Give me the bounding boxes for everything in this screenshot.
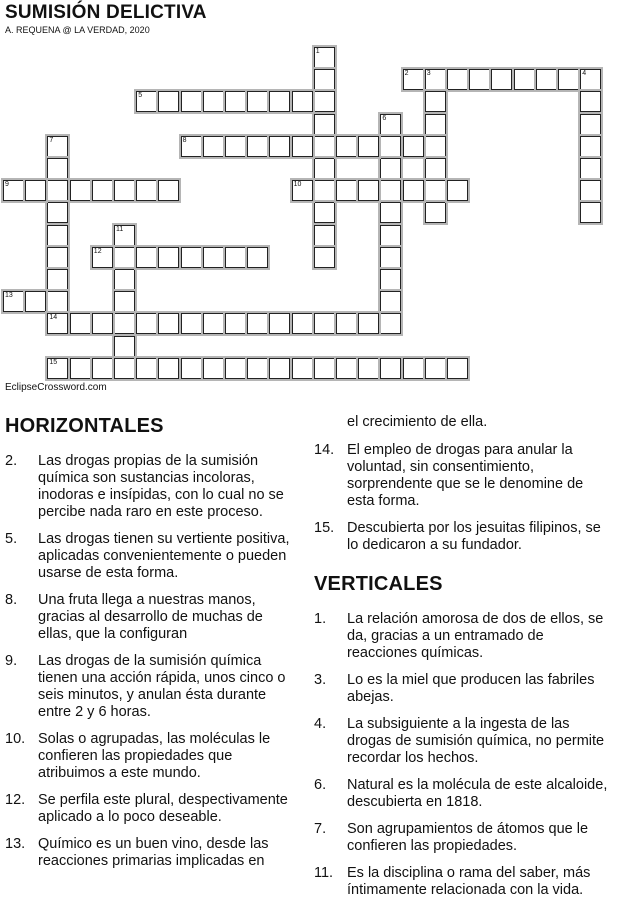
grid-cell[interactable] (158, 313, 179, 334)
across-clue-list (5, 453, 295, 870)
grid-cell[interactable] (25, 291, 46, 312)
clue-number: 5 (138, 92, 143, 100)
grid-cell[interactable] (314, 158, 335, 179)
clue-item-number: 14. (314, 442, 335, 458)
grid-cell[interactable] (358, 313, 379, 334)
grid-cell[interactable] (292, 180, 313, 201)
crossword-grid (0, 0, 624, 390)
grid-cell[interactable] (358, 136, 379, 157)
grid-cell[interactable] (136, 91, 157, 112)
grid-cell[interactable] (225, 358, 246, 379)
grid-cell[interactable] (25, 180, 46, 201)
grid-cell[interactable] (292, 136, 313, 157)
clue-item (314, 777, 614, 811)
grid-cell[interactable] (425, 202, 446, 223)
grid-cell[interactable] (380, 202, 401, 223)
grid-cell[interactable] (314, 114, 335, 135)
grid-cell[interactable] (580, 114, 601, 135)
grid-cell[interactable] (447, 69, 468, 90)
grid-cell[interactable] (225, 136, 246, 157)
grid-cell[interactable] (580, 136, 601, 157)
clue-number: 4 (582, 70, 587, 78)
grid-cell[interactable] (247, 358, 268, 379)
clue-number: 11 (116, 225, 124, 233)
grid-cell[interactable] (269, 91, 290, 112)
grid-cell[interactable] (114, 336, 135, 357)
grid-cell[interactable] (47, 269, 68, 290)
grid-cell[interactable] (380, 225, 401, 246)
grid-cell[interactable] (70, 358, 91, 379)
grid-cell[interactable] (158, 247, 179, 268)
grid-cell[interactable] (114, 291, 135, 312)
clue-number: 2 (404, 70, 409, 78)
grid-cell[interactable] (425, 358, 446, 379)
grid-cell[interactable] (292, 313, 313, 334)
grid-cell[interactable] (403, 136, 424, 157)
grid-cell[interactable] (514, 69, 535, 90)
grid-cell[interactable] (114, 180, 135, 201)
site-credit: EclipseCrossword.com (5, 382, 107, 393)
clue-item-number: 10. (5, 731, 26, 747)
page-title: SUMISIÓN DELICTIVA (5, 2, 207, 23)
grid-cell[interactable] (47, 313, 68, 334)
clue-number: 7 (49, 136, 54, 144)
clue-item-text: Las drogas de la sumisión química tienen una acción rápida, unos cinco o seis minutos, y anulan ésta durante entre 2 y 6 horas. (38, 653, 286, 720)
clue-item-number: 13. (5, 836, 26, 852)
clue-item-number: 7. (314, 821, 327, 837)
grid-cell[interactable] (580, 158, 601, 179)
grid-cell[interactable] (380, 114, 401, 135)
grid-cell[interactable] (380, 247, 401, 268)
clue-number: 10 (293, 181, 302, 189)
clue-number: 15 (49, 358, 58, 366)
clue-item-text: Natural es la molécula de este alcaloide, descubierta en 1818. (347, 777, 608, 810)
grid-cell[interactable] (491, 69, 512, 90)
clue-item (314, 520, 614, 554)
clue-item (314, 865, 614, 899)
grid-cell[interactable] (314, 358, 335, 379)
clue-item-number: 8. (5, 592, 18, 608)
grid-cell[interactable] (225, 313, 246, 334)
grid-cell[interactable] (92, 358, 113, 379)
clue-item (5, 653, 295, 721)
grid-cell[interactable] (469, 69, 490, 90)
grid-cell[interactable] (580, 202, 601, 223)
clues-left-column (5, 412, 295, 880)
grid-cell[interactable] (181, 136, 202, 157)
grid-cell[interactable] (292, 358, 313, 379)
grid-cell[interactable] (136, 180, 157, 201)
grid-cell[interactable] (380, 136, 401, 157)
grid-cell[interactable] (269, 358, 290, 379)
grid-cell[interactable] (403, 180, 424, 201)
grid-cell[interactable] (247, 136, 268, 157)
grid-cell[interactable] (181, 313, 202, 334)
grid-cell[interactable] (247, 91, 268, 112)
clue-item-number: 5. (5, 531, 18, 547)
grid-cell[interactable] (314, 247, 335, 268)
clue-item (314, 716, 614, 767)
clue-number: 13 (5, 292, 13, 300)
clue-number: 6 (382, 114, 387, 122)
grid-cell[interactable] (380, 313, 401, 334)
clue-number: 9 (5, 181, 9, 189)
clue-item-number: 9. (5, 653, 18, 669)
grid-cell[interactable] (314, 136, 335, 157)
grid-cell[interactable] (158, 91, 179, 112)
grid-cell[interactable] (336, 180, 357, 201)
grid-cell[interactable] (425, 180, 446, 201)
grid-cell[interactable] (136, 247, 157, 268)
across-clue-list-continued (314, 442, 614, 554)
clue-item-text: Una fruta llega a nuestras manos, gracias al desarrollo de muchas de ellas, que la configuran (38, 592, 263, 642)
clue-item-text: Se perfila este plural, despectivamente aplicado a lo poco deseable. (38, 792, 288, 825)
grid-cell[interactable] (314, 202, 335, 223)
grid-cell[interactable] (447, 180, 468, 201)
grid-cell[interactable] (114, 225, 135, 246)
clue-item-number: 6. (314, 777, 327, 793)
clue-item-number: 4. (314, 716, 327, 732)
clue-item-text: Descubierta por los jesuitas filipinos, se lo dedicaron a su fundador. (347, 520, 601, 553)
grid-cell[interactable] (403, 358, 424, 379)
grid-cell[interactable] (203, 313, 224, 334)
clue-item-number: 3. (314, 672, 327, 688)
grid-cell[interactable] (114, 269, 135, 290)
grid-cell[interactable] (336, 358, 357, 379)
grid-cell[interactable] (314, 180, 335, 201)
grid-cell[interactable] (203, 91, 224, 112)
clue-item-text: La subsiguiente a la ingesta de las drogas de sumisión química, no permite recordar los hechos. (347, 716, 605, 766)
grid-cell[interactable] (380, 291, 401, 312)
clue-item (5, 592, 295, 643)
grid-cell[interactable] (380, 358, 401, 379)
grid-cell[interactable] (47, 247, 68, 268)
grid-cell[interactable] (47, 180, 68, 201)
clue-item (314, 821, 614, 855)
clue-item-text: Solas o agrupadas, las moléculas le confieren las propiedades que atribuimos a este mundo. (38, 731, 271, 781)
grid-cell[interactable] (3, 291, 24, 312)
grid-cell[interactable] (314, 47, 335, 68)
grid-cell[interactable] (114, 313, 135, 334)
grid-cell[interactable] (380, 180, 401, 201)
grid-cell[interactable] (425, 158, 446, 179)
grid-cell[interactable] (92, 313, 113, 334)
grid-cell[interactable] (114, 247, 135, 268)
across-heading: HORIZONTALES (5, 415, 164, 437)
clue-number: 8 (182, 136, 187, 144)
grid-cell[interactable] (47, 291, 68, 312)
grid-cell[interactable] (269, 313, 290, 334)
grid-cell[interactable] (269, 136, 290, 157)
clue-item-text: El empleo de drogas para anular la voluntad, sin consentimiento, sorprendente que se le denomine de esta forma. (347, 442, 584, 509)
down-heading: VERTICALES (314, 573, 443, 595)
clue-item-number: 15. (314, 520, 335, 536)
clue-number: 14 (49, 314, 58, 322)
grid-cell[interactable] (47, 358, 68, 379)
grid-cell[interactable] (47, 158, 68, 179)
clue-item (5, 531, 295, 582)
grid-cell[interactable] (425, 69, 446, 90)
clue-item (5, 453, 295, 521)
grid-cell[interactable] (203, 358, 224, 379)
grid-cell[interactable] (158, 180, 179, 201)
grid-cell[interactable] (136, 313, 157, 334)
grid-cell[interactable] (580, 180, 601, 201)
clue-number: 1 (315, 48, 320, 55)
grid-cell[interactable] (447, 358, 468, 379)
grid-cell[interactable] (536, 69, 557, 90)
clue-item-text: Químico es un buen vino, desde las reacciones primarias implicadas en (38, 836, 269, 869)
grid-cell[interactable] (247, 247, 268, 268)
grid-cell[interactable] (3, 180, 24, 201)
grid-cell[interactable] (158, 358, 179, 379)
grid-cell[interactable] (181, 91, 202, 112)
grid-cell[interactable] (314, 91, 335, 112)
grid-cell[interactable] (92, 247, 113, 268)
grid-cell[interactable] (380, 158, 401, 179)
clue-item-text: Las drogas propias de la sumisión química son sustancias incoloras, inodoras e insípidas, con lo cual no se percibe nada raro en este proceso. (38, 453, 284, 520)
grid-cell[interactable] (336, 313, 357, 334)
clue-item (314, 442, 614, 510)
clue-number: 12 (93, 247, 102, 255)
author-credit: A. REQUENA @ LA VERDAD, 2020 (5, 25, 150, 35)
grid-cell[interactable] (225, 247, 246, 268)
clue-item-text: Lo es la miel que producen las fabriles abejas. (347, 672, 595, 705)
clue-item-number: 1. (314, 611, 327, 627)
clue-item-number: 11. (314, 865, 334, 881)
grid-cell[interactable] (425, 136, 446, 157)
clue-item-text: Las drogas tienen su vertiente positiva, aplicadas convenientemente o pueden usarse de esta forma. (38, 531, 290, 581)
clue-item (5, 731, 295, 782)
grid-cell[interactable] (314, 313, 335, 334)
grid-cell[interactable] (114, 358, 135, 379)
clue-item-text: Son agrupamientos de átomos que le confieren las propiedades. (347, 821, 589, 854)
clue-item (5, 836, 295, 870)
grid-cell[interactable] (425, 91, 446, 112)
grid-cell[interactable] (358, 180, 379, 201)
clue-item-text: Es la disciplina o rama del saber, más íntimamente relacionada con la vida. (347, 865, 591, 898)
grid-cell[interactable] (47, 202, 68, 223)
grid-cell[interactable] (336, 136, 357, 157)
grid-cell[interactable] (580, 91, 601, 112)
grid-cell[interactable] (70, 180, 91, 201)
clue-item-text: La relación amorosa de dos de ellos, se da, gracias a un entramado de reacciones químicas. (347, 611, 604, 661)
grid-cell[interactable] (225, 91, 246, 112)
grid-cell[interactable] (558, 69, 579, 90)
grid-cell[interactable] (203, 247, 224, 268)
grid-cell[interactable] (203, 136, 224, 157)
grid-cell[interactable] (70, 313, 91, 334)
grid-cell[interactable] (247, 313, 268, 334)
down-clue-list (314, 611, 614, 899)
grid-cell[interactable] (403, 69, 424, 90)
grid-cell[interactable] (380, 269, 401, 290)
clue-item-number: 2. (5, 453, 18, 469)
grid-cell[interactable] (136, 358, 157, 379)
grid-cell[interactable] (47, 136, 68, 157)
clue-item (314, 611, 614, 662)
grid-cell[interactable] (314, 225, 335, 246)
grid-cell[interactable] (358, 358, 379, 379)
grid-cell[interactable] (314, 69, 335, 90)
grid-cell[interactable] (92, 180, 113, 201)
grid-cell[interactable] (181, 247, 202, 268)
grid-cell[interactable] (181, 358, 202, 379)
clue-item (5, 792, 295, 826)
clue-number: 3 (426, 70, 431, 78)
grid-cell[interactable] (580, 69, 601, 90)
grid-cell[interactable] (292, 91, 313, 112)
clues-right-column (314, 414, 614, 909)
clue-continuation: el crecimiento de ella. (347, 414, 488, 430)
grid-cell[interactable] (47, 225, 68, 246)
clue-item-number: 12. (5, 792, 26, 808)
grid-cell[interactable] (425, 114, 446, 135)
clue-item (314, 672, 614, 706)
